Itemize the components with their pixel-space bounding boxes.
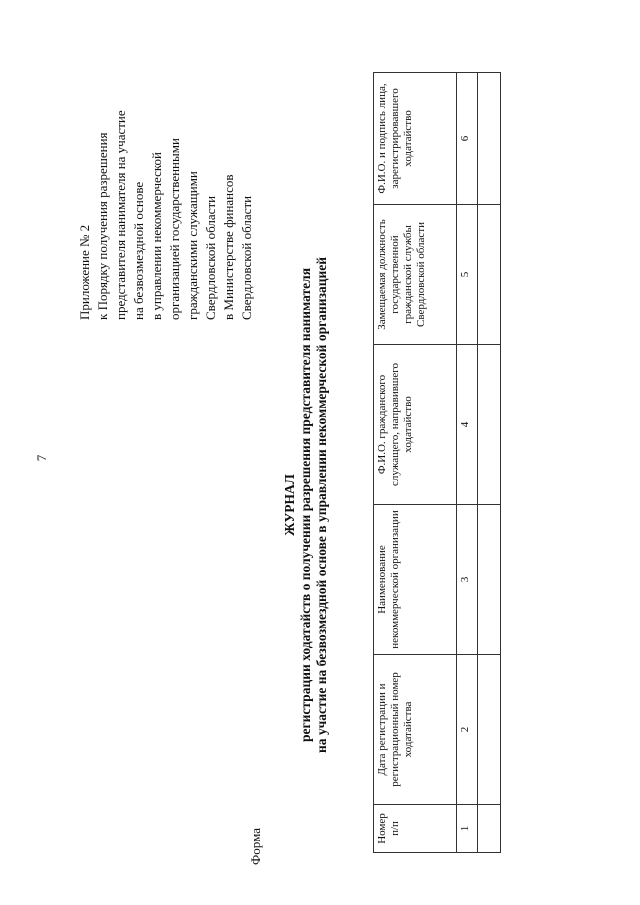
journal-table (373, 72, 501, 853)
appendix-line: Приложение № 2 (77, 224, 92, 320)
column-header: Наименование некоммерческой организации (374, 505, 457, 655)
table-header-row (374, 73, 457, 853)
table-cell (478, 805, 501, 853)
appendix-line: Свердловской области (239, 195, 254, 320)
column-header: Замещаемая должность государственной гражданской службы Свердловской области (374, 205, 457, 345)
appendix-block (76, 0, 256, 320)
table-cell (478, 345, 501, 505)
appendix-line: гражданскими служащими (185, 171, 200, 320)
title-line: на участие на безвозмездной основе в управлении некоммерческой организацией (314, 256, 329, 754)
column-header: Дата регистрации и регистрационный номер ходатайства (374, 655, 457, 805)
table-cell (478, 73, 501, 205)
column-number: 3 (457, 505, 478, 655)
appendix-line: Свердловской области (203, 195, 218, 320)
table-row (478, 73, 501, 853)
appendix-line: в управлении некоммерческой (149, 151, 164, 320)
column-number: 2 (457, 655, 478, 805)
appendix-line: в Министерстве финансов (221, 174, 236, 320)
document-title (282, 145, 330, 865)
column-number: 5 (457, 205, 478, 345)
table-cell (478, 505, 501, 655)
column-header: Номер п/п (374, 805, 457, 853)
column-number: 4 (457, 345, 478, 505)
table-cell (478, 205, 501, 345)
appendix-line: к Порядку получения разрешения (95, 132, 110, 320)
column-header: Ф.И.О. и подпись лица, зарегистрировавшего ходатайство (374, 73, 457, 205)
column-header: Ф.И.О. гражданского служащего, направившего ходатайство (374, 345, 457, 505)
appendix-line: на безвозмездной основе (131, 181, 146, 320)
appendix-line: представителя нанимателя на участие (113, 110, 128, 320)
table-cell (478, 655, 501, 805)
column-number: 6 (457, 73, 478, 205)
title-heading: ЖУРНАЛ (282, 474, 297, 536)
column-number: 1 (457, 805, 478, 853)
form-label: Форма (248, 828, 263, 865)
title-line: регистрации ходатайств о получении разрешения представителя нанимателя (298, 267, 313, 743)
page-number: 7 (34, 454, 49, 462)
appendix-line: организацией государственными (167, 138, 182, 320)
column-number-row (457, 73, 478, 853)
